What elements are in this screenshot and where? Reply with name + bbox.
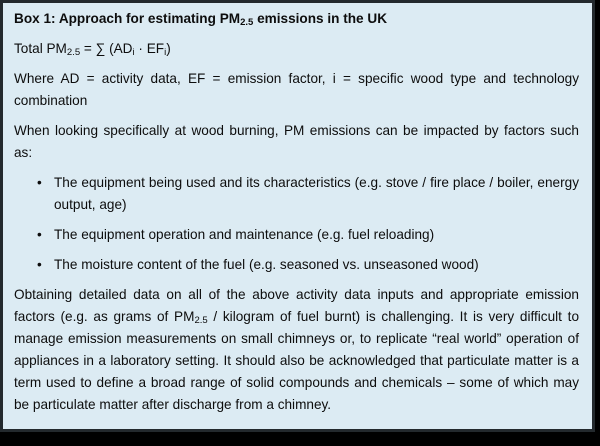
list-item-text: The equipment being used and its characteristics (e.g. stove / fire place / boiler, energy output, age) bbox=[54, 175, 579, 212]
list-item bbox=[37, 224, 579, 246]
intro-line: When looking specifically at wood burning, PM emissions can be impacted by factors such as: bbox=[14, 123, 579, 160]
list-item bbox=[37, 172, 579, 216]
definitions-line: Where AD = activity data, EF = emission factor, i = specific wood type and technology combination bbox=[14, 71, 579, 108]
factors-list bbox=[14, 172, 579, 276]
formula-line: Total $PM_{2.5}$ = ∑ $(AD_i \cdot EF_i)$ bbox=[14, 41, 171, 59]
closing-paragraph: Obtaining detailed data on all of the above activity data inputs and appropriate emission factors (e.g. as grams of $PM_{2.5}$ / kilogram of fuel burnt) is challenging. It is very difficult to manage emission measurements on small chimneys or, to replicate “real world” operation of appliances in a laboratory setting. It should also be acknowledged that particulate matter is a term used to define a broad range of solid compounds and chemicals – some of which may be particulate matter after discharge from a chimney. bbox=[14, 287, 579, 412]
box-title: Box 1: Approach for estimating $PM_{2.5}$ emissions in the UK bbox=[14, 11, 388, 29]
bullet-icon: • bbox=[37, 227, 42, 242]
list-item-text: The equipment operation and maintenance (e.g. fuel reloading) bbox=[54, 227, 435, 242]
list-item bbox=[37, 254, 579, 276]
bullet-icon: • bbox=[37, 175, 42, 190]
list-item-text: The moisture content of the fuel (e.g. seasoned vs. unseasoned wood) bbox=[54, 257, 479, 272]
bullet-icon: • bbox=[37, 257, 42, 272]
